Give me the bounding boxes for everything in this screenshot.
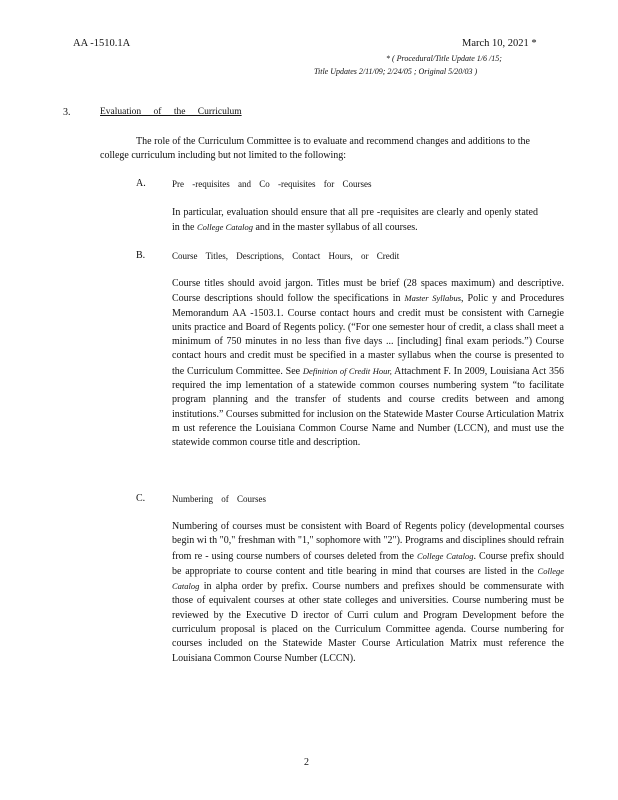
item-c-title: Numbering of Courses	[172, 494, 266, 504]
update-note-line2: Title Updates 2/11/09; 2/24/05 ; Original 5/20/03 )	[314, 67, 478, 76]
item-a-letter: A.	[136, 178, 146, 189]
item-b-title: Course Titles, Descriptions, Contact Hours, or Credit	[172, 251, 400, 261]
section-number: 3.	[63, 107, 71, 118]
item-a-title: Pre -requisites and Co -requisites for Courses	[172, 179, 372, 189]
item-c-letter: C.	[136, 493, 146, 504]
section-title: Evaluation of the Curriculum	[100, 107, 242, 117]
item-b-body: Course titles should avoid jargon. Titles must be brief (28 spaces maximum) and descriptive. Course descriptions should follow the specifications in Master Syllabus, Polic y and Procedures Memorandum AA -1503.1. Course contact hours and credit must be consistent with Carnegie units practice and Board of Regents policy. (“For one semester hour of credit, a class shall meet a minimum of 750 minutes in no less than five days ... [including] final exam periods.”) Course contact hours and credit must be specified in a master syllabus when the course is presented to the Curriculum Committee. See Definition of Credit Hour, Attachment F. In 2009, Louisiana Act 356 required the imp lementation of a statewide common courses numbering system “to facilitate program planning and the transfer of students and course credits between and among institutions.” Courses submitted for inclusion on the Statewide Master Course Articulation Matrix m ust reference the Louisiana Common Course Name and Number (LCCN), and must use the statewide common course title and description.	[172, 278, 564, 449]
item-a-body: In particular, evaluation should ensure that all pre -requisites are clearly and openly stated in the College Catalog and in the master syllabus of all courses.	[172, 207, 538, 234]
document-id: AA -1510.1A	[73, 38, 131, 49]
document-date: March 10, 2021 *	[462, 38, 537, 49]
item-b-letter: B.	[136, 250, 146, 261]
page-number: 2	[304, 757, 309, 768]
update-note-line1: * ( Procedural/Title Update 1/6 /15;	[386, 54, 502, 63]
item-c-body: Numbering of courses must be consistent with Board of Regents policy (developmental courses begin wi th "0," freshman with "1," sophomore with "2"). Programs and disciplines should refrain from re - using course numbers of courses deleted from the College Catalog. Course prefix should be appropriate to course content and title bearing in mind that courses are listed in the College Catalog in alpha order by prefix. Course numbers and prefixes should be commensurate with those of equivalent courses at other state colleges and universities. Course numbering must be reviewed by the Executive D irector of Curri culum and Program Development before the curriculum proposal is placed on the Curriculum Committee agenda. Course numbering for courses included on the Statewide Master Course Articulation Matrix must reference the Louisiana Common Course Number (LCCN).	[172, 521, 564, 664]
section-intro: The role of the Curriculum Committee is to evaluate and recommend changes and additions to the college curriculum including but not limited to the following:	[100, 136, 530, 162]
